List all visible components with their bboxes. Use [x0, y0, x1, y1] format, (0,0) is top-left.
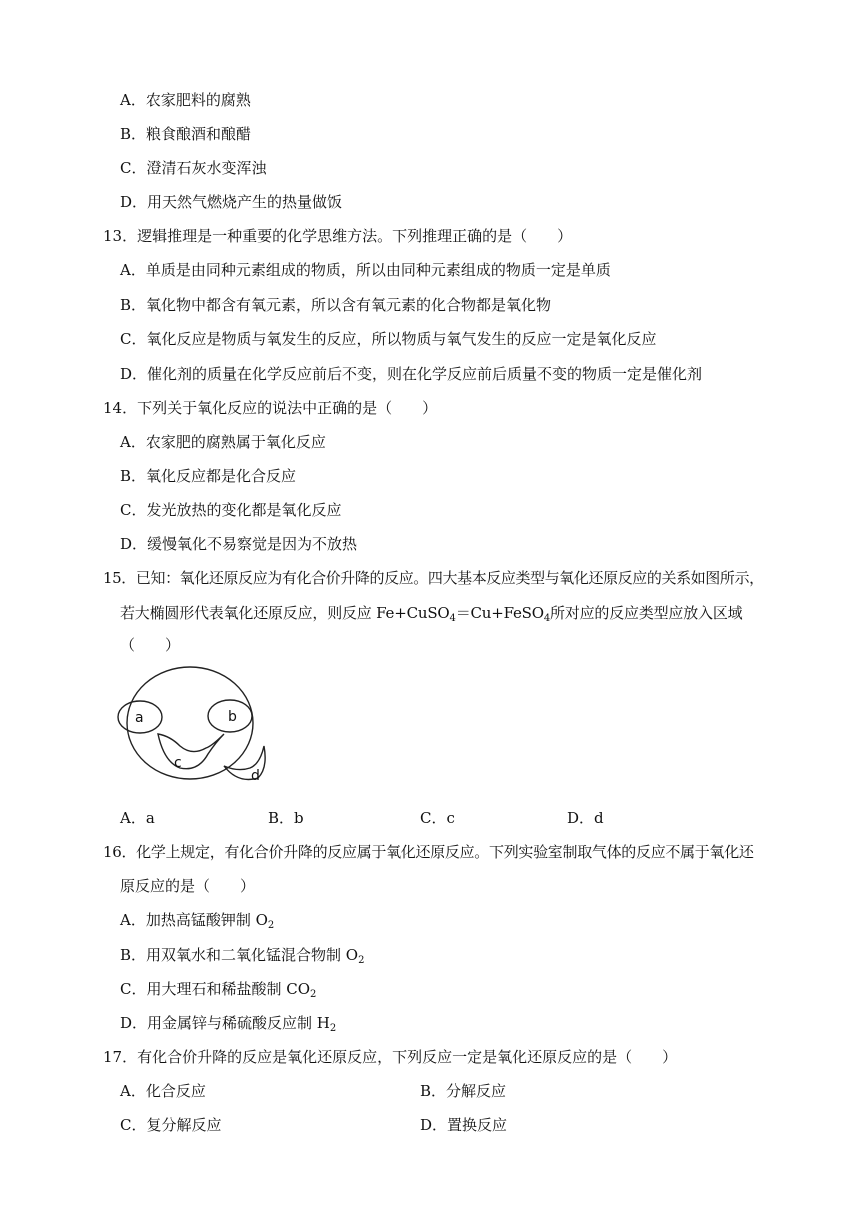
q15-option-a: A．a — [120, 809, 155, 827]
q16-option-a: A．加热高锰酸钾制 $O_2$ — [120, 911, 275, 931]
q14-stem: 14．下列关于氧化反应的说法中正确的是（ ） — [103, 399, 438, 417]
q14-option-d: D．缓慢氧化不易察觉是因为不放热 — [120, 535, 358, 553]
label-d: d — [251, 768, 260, 784]
q15-option-d: D．d — [567, 809, 604, 827]
q17-option-c: C．复分解反应 — [120, 1116, 222, 1134]
q13-stem: 13．逻辑推理是一种重要的化学思维方法。下列推理正确的是（ ） — [103, 227, 573, 245]
q15-option-c: C．c — [420, 809, 455, 827]
q12-option-a: A．农家肥料的腐熟 — [120, 91, 251, 109]
q16-stem-line2: 原反应的是（ ） — [120, 877, 256, 895]
q16-option-c: C．用大理石和稀盐酸制 $CO_2$ — [120, 980, 317, 1000]
region-c-crescent — [158, 734, 224, 769]
label-a: a — [135, 710, 144, 726]
q14-option-b: B．氧化反应都是化合反应 — [120, 467, 297, 485]
q12-option-c: C．澄清石灰水变浑浊 — [120, 159, 267, 177]
reaction-type-diagram — [112, 664, 272, 790]
q13-option-d: D．催化剂的质量在化学反应前后不变，则在化学反应前后质量不变的物质一定是催化剂 — [120, 365, 703, 383]
q16-stem-line1: 16．化学上规定，有化合价升降的反应属于氧化还原反应。下列实验室制取气体的反应不属于氧化还 — [103, 843, 754, 861]
q17-option-b: B．分解反应 — [420, 1082, 507, 1100]
q16-option-d: D．用金属锌与稀硫酸反应制 $H_2$ — [120, 1014, 337, 1034]
q15-stem-line3: （ ） — [120, 636, 181, 654]
q13-option-c: C．氧化反应是物质与氧发生的反应，所以物质与氧气发生的反应一定是氧化反应 — [120, 330, 657, 348]
q17-option-d: D．置换反应 — [420, 1116, 508, 1134]
q12-option-d: D．用天然气燃烧产生的热量做饭 — [120, 193, 343, 211]
q16-option-b: B．用双氧水和二氧化锰混合物制 $O_2$ — [120, 946, 365, 966]
q13-option-b: B．氧化物中都含有氧元素，所以含有氧元素的化合物都是氧化物 — [120, 296, 552, 314]
q14-option-c: C．发光放热的变化都是氧化反应 — [120, 501, 342, 519]
q15-stem-line1: 15．已知：氧化还原反应为有化合价升降的反应。四大基本反应类型与氧化还原反应的关系如图所示， — [103, 569, 764, 587]
q14-option-a: A．农家肥的腐熟属于氧化反应 — [120, 433, 326, 451]
label-b: b — [228, 709, 237, 725]
q15-stem-line2: 若大椭圆形代表氧化还原反应，则反应 Fe+CuSO$_4$＝Cu+FeSO$_4$所对应的反应类型应放入区域 — [120, 604, 743, 624]
q13-option-a: A．单质是由同种元素组成的物质，所以由同种元素组成的物质一定是单质 — [120, 261, 611, 279]
q12-option-b: B．粮食酿酒和酿醋 — [120, 125, 252, 143]
label-c: c — [174, 755, 182, 771]
q17-stem: 17．有化合价升降的反应是氧化还原反应，下列反应一定是氧化还原反应的是（ ） — [103, 1048, 678, 1066]
q17-option-a: A．化合反应 — [120, 1082, 206, 1100]
q15-option-b: B．b — [268, 809, 304, 827]
